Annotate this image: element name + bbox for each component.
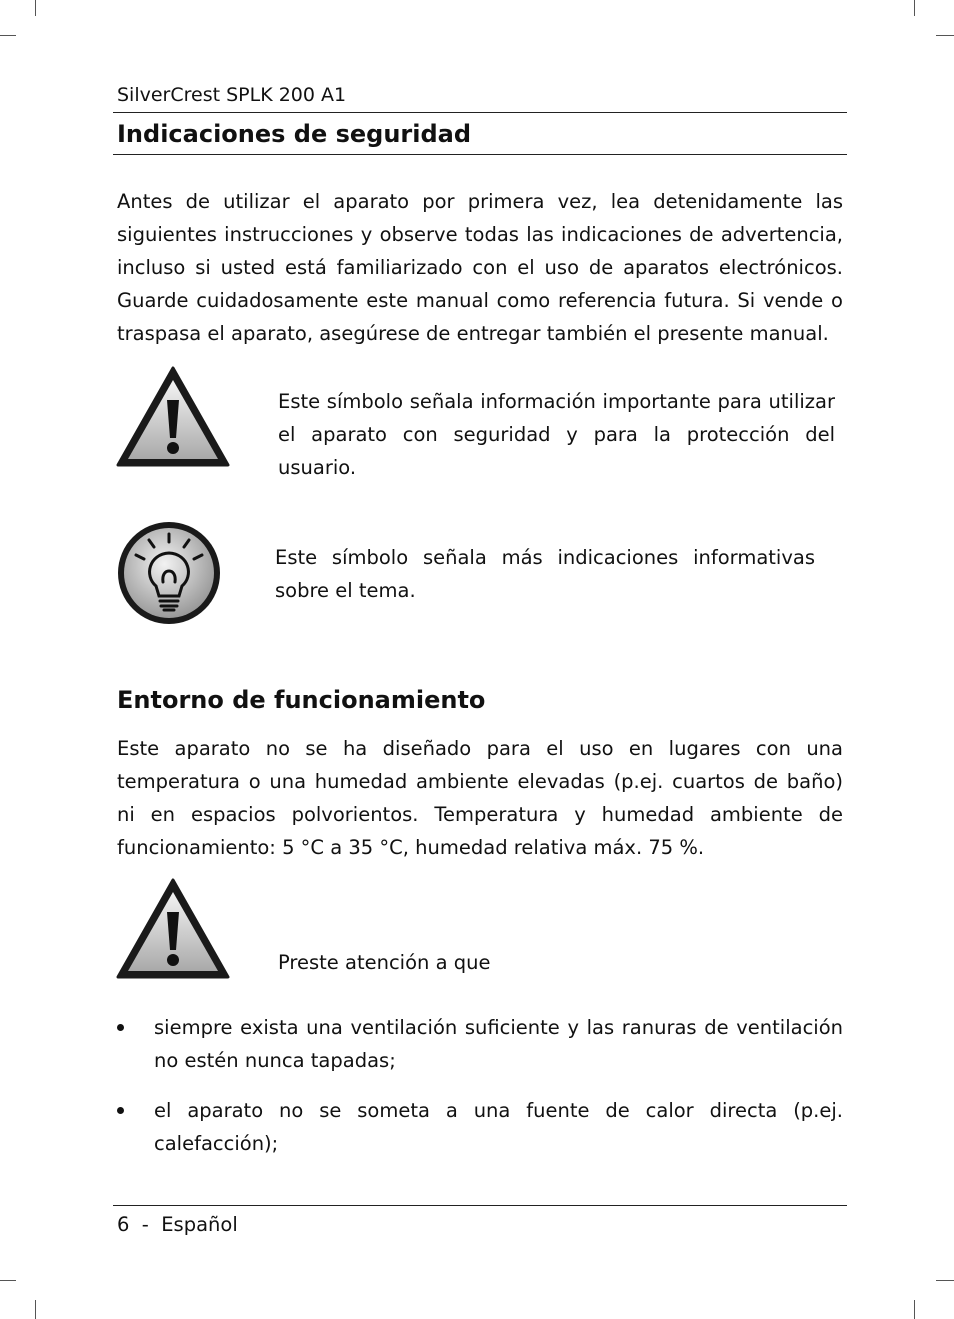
title-rule [113, 154, 847, 155]
header-rule [113, 112, 847, 113]
environment-paragraph: Este aparato no se ha diseñado para el uso en lugares con una temperatura o una humedad ambiente elevadas (p.ej. cuartos de baño) ni en espacios polvorientos. Temperatura y humedad ambiente de funcionamiento: 5 °C a 35 °C, humedad relativa máx. 75 %. [117, 737, 843, 859]
list-item: siempre exista una ventilación suficiente y las ranuras de ventilación no estén nunca tapadas; [154, 1016, 843, 1072]
crop-mark [936, 35, 954, 36]
crop-mark [936, 1280, 954, 1281]
warning-triangle-icon [116, 366, 230, 468]
bullet-dot [117, 1024, 124, 1031]
crop-mark [0, 1280, 16, 1281]
page-footer: 6 - Español [117, 1213, 238, 1236]
list-item: el aparato no se someta a una fuente de calor directa (p.ej. calefacción); [154, 1099, 843, 1155]
header-product: SilverCrest SPLK 200 A1 [117, 84, 347, 106]
crop-mark [914, 0, 915, 16]
warning-note: Este símbolo señala información importante para utilizar el aparato con seguridad y para la protección del usuario. [278, 390, 835, 479]
attention-text: Preste atención a que [278, 951, 491, 974]
tip-note: Este símbolo señala más indicaciones informativas sobre el tema. [275, 546, 815, 602]
footer-rule [113, 1205, 847, 1206]
bullet-dot [117, 1107, 124, 1114]
lightbulb-icon [116, 520, 222, 626]
warning-triangle-icon [116, 878, 230, 980]
crop-mark [35, 1300, 36, 1319]
crop-mark [914, 1300, 915, 1319]
crop-mark [35, 0, 36, 16]
crop-mark [0, 35, 16, 36]
section-title-safety: Indicaciones de seguridad [117, 120, 472, 148]
safety-intro-paragraph: Antes de utilizar el aparato por primera vez, lea detenidamente las siguientes instrucciones y observe todas las indicaciones de advertencia, incluso si usted está familiarizado con el uso de aparatos electrónicos. Guarde cuidadosamente este manual como referencia futura. Si vende o traspasa el aparato, asegúrese de entregar también el presente manual. [117, 190, 843, 345]
section-title-environment: Entorno de funcionamiento [117, 686, 486, 714]
